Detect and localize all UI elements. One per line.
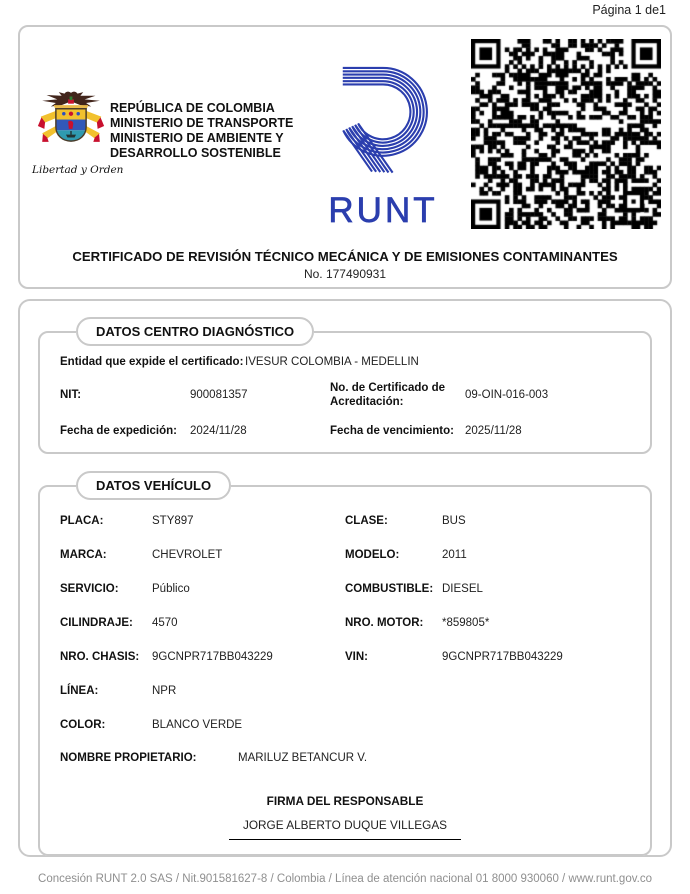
modelo-label: MODELO: [345,549,400,561]
field-row [60,356,630,368]
ministry-line: MINISTERIO DE AMBIENTE Y [110,131,284,145]
motor-label: NRO. MOTOR: [345,617,424,629]
placa-label: PLACA: [60,515,104,527]
page-footer: Concesión RUNT 2.0 SAS / Nit.901581627-8 / Colombia / Línea de atención nacional 01 8000 930060 / www.runt.gov.co [38,873,652,885]
chasis-label: NRO. CHASIS: [60,651,140,663]
servicio-label: SERVICIO: [60,583,119,595]
propietario-value: MARILUZ BETANCUR V. [238,752,368,764]
signature-name: JORGE ALBERTO DUQUE VILLEGAS [229,818,461,840]
section-title-centro-diagnostico: DATOS CENTRO DIAGNÓSTICO [76,317,314,346]
combustible-label: COMBUSTIBLE: [345,583,434,595]
certificate-title-block [20,249,670,281]
nit-value: 900081357 [190,389,248,401]
color-value: BLANCO VERDE [152,719,243,731]
certificate-number: No. 177490931 [303,267,387,281]
vehicle-fields-grid [60,514,630,732]
runt-r-icon [324,57,442,185]
coat-of-arms-motto: Libertad y Orden [32,164,124,176]
section-datos-vehiculo [38,471,652,856]
fecha-vencimiento-label: Fecha de vencimiento: [330,425,454,437]
header-card [18,25,672,289]
page-number-label: Página 1 de1 [592,3,666,17]
clase-value: BUS [442,515,466,527]
ministry-line: MINISTERIO DE TRANSPORTE [110,116,294,130]
qr-code [471,39,661,229]
ministry-line: DESARROLLO SOSTENIBLE [110,146,281,160]
combustible-value: DIESEL [442,583,483,595]
certificate-title: CERTIFICADO DE REVISIÓN TÉCNICO MECÁNICA Y DE EMISIONES CONTAMINANTES [72,249,618,264]
cilindraje-value: 4570 [152,617,178,629]
fecha-expedicion-value: 2024/11/28 [190,425,247,437]
cilindraje-label: CILINDRAJE: [60,617,133,629]
colombia-coat-of-arms [32,90,124,176]
clase-label: CLASE: [345,515,388,527]
vin-value: 9GCNPR717BB043229 [442,651,563,663]
motor-value: *859805* [442,617,490,629]
vin-label: VIN: [345,651,368,663]
modelo-value: 2011 [442,549,467,561]
servicio-value: Público [152,583,190,595]
runt-logo [308,57,458,231]
field-row [60,381,630,409]
entidad-value: IVESUR COLOMBIA - MEDELLIN [245,356,419,368]
fecha-expedicion-label: Fecha de expedición: [60,425,177,437]
linea-value: NPR [152,685,177,697]
chasis-value: 9GCNPR717BB043229 [152,651,273,663]
fecha-vencimiento-value: 2025/11/28 [465,425,522,437]
nit-label: NIT: [60,389,82,401]
acreditacion-value: 09-OIN-016-003 [465,389,549,401]
signature-block [60,794,630,840]
marca-value: CHEVROLET [152,549,223,561]
field-row [60,752,630,764]
section-datos-centro-diagnostico [38,317,652,454]
colombia-coat-of-arms-icon [36,90,106,162]
ministry-line: REPÚBLICA DE COLOMBIA [110,101,275,115]
propietario-label: NOMBRE PROPIETARIO: [60,752,197,764]
runt-wordmark: RUNT [328,191,438,230]
placa-value: STY897 [152,515,194,527]
field-row [60,424,630,438]
section-title-datos-vehiculo: DATOS VEHÍCULO [76,471,231,500]
entidad-label: Entidad que expide el certificado: [60,356,244,368]
linea-label: LÍNEA: [60,685,99,697]
acreditacion-label: No. de Certificado de Acreditación: [330,382,446,408]
ministry-text-block [110,101,293,161]
certificate-body-card [18,299,672,857]
marca-label: MARCA: [60,549,107,561]
signature-title: FIRMA DEL RESPONSABLE [266,794,424,808]
color-label: COLOR: [60,719,106,731]
